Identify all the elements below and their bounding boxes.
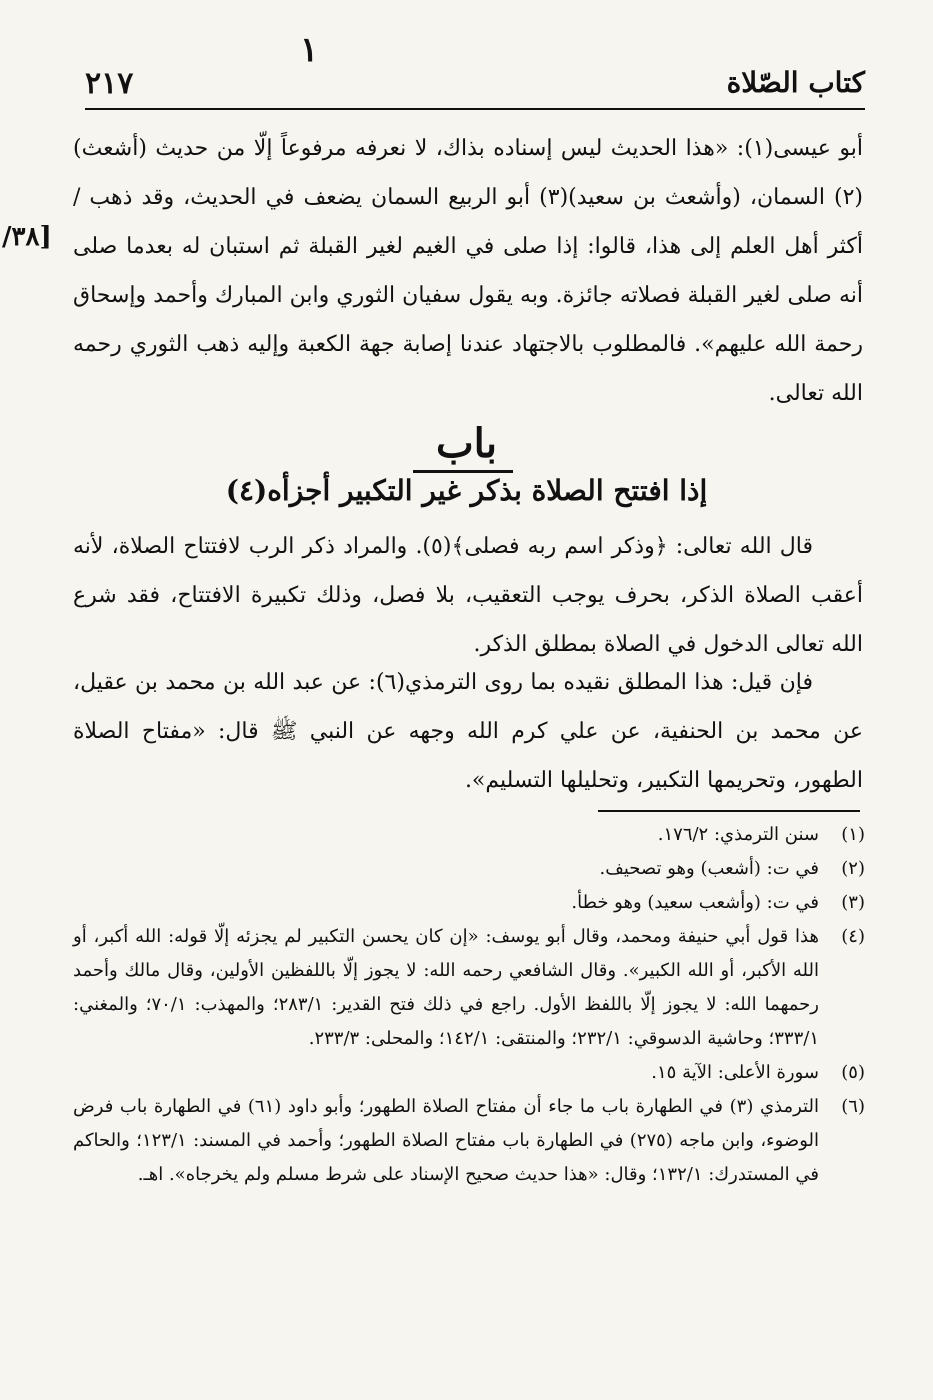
footnotes [73,818,865,1192]
margin-reference: [٣٨/ [2,222,52,252]
footnote-text: الترمذي (٣) في الطهارة باب ما جاء أن مفتاح الصلاة الطهور؛ وأبو داود (٦١) في الطهارة باب فرض الوضوء، وابن ماجه (٢٧٥) في الطهارة باب مفتاح الصلاة الطهور؛ وأحمد في المسند: ١٢٣/١؛ والحاكم في المستدرك: ١٣٢/١؛ وقال: «هذا حديث صحيح الإسناد على شرط مسلم ولم يخرجاه». اهـ. [73,1096,819,1185]
footnote-text: في ت: (أشعب) وهو تصحيف. [599,858,819,879]
footnote-text: هذا قول أبي حنيفة ومحمد، وقال أبو يوسف: «إن كان يحسن التكبير لم يجزئه إلّا قوله: الله أكبر، أو الله الأكبر، أو الله الكبير». وقال الشافعي رحمه الله: لا يجوز إلّا باللفظين الأولين، وقال مالك وأحمد رحمهما الله: لا يجوز إلّا باللفظ الأول. راجع في ذلك فتح القدير: ٢٨٣/١؛ والمهذب: ٧٠/١؛ والمغني: ٣٣٣/١؛ وحاشية الدسوقي: ٢٣٢/١؛ والمنتقى: ١٤٢/١؛ والمحلى: ٢٣٣/٣. [73,926,819,1049]
footnote-item [73,818,865,852]
chapter-heading: باب [436,420,497,467]
running-title: كتاب الصّلاة [726,66,865,99]
footnote-number: (٥) [841,1062,865,1083]
footnote-item [73,920,865,1056]
footnote-number: (٣) [841,892,865,913]
footnote-text: سنن الترمذي: ١٧٦/٢. [657,824,819,845]
footnote-item [73,1056,865,1090]
footnote-number: (٦) [841,1096,865,1117]
footnote-item [73,852,865,886]
paragraph-2: قال الله تعالى: ﴿وذكر اسم ربه فصلى﴾(٥). والمراد ذكر الرب لافتتاح الصلاة، لأنه أعقب الصلاة الذكر، بحرف يوجب التعقيب، بلا فصل، وذلك تكبيرة الافتتاح، فقد شرع الله تعالى الدخول في الصلاة بمطلق الذكر. [73,534,863,657]
footnote-number: (٤) [841,926,865,947]
footnote-separator [598,810,860,812]
top-mark: ١ [300,30,319,70]
chapter-title: إذا افتتح الصلاة بذكر غير التكبير أجزأه(٤) [225,474,708,507]
footnote-text: في ت: (وأشعب سعيد) وهو خطأ. [571,892,819,913]
paragraph-3: فإن قيل: هذا المطلق نقيده بما روى الترمذي(٦): عن عبد الله بن محمد بن عقيل، عن محمد بن الحنفية، عن علي كرم الله وجهه عن النبي ﷺ قال: «مفتاح الصلاة الطهور، وتحريمها التكبير، وتحليلها التسليم». [73,670,863,793]
footnote-number: (٢) [841,858,865,879]
footnote-text: سورة الأعلى: الآية ١٥. [651,1062,819,1083]
footnote-item [73,1090,865,1192]
chapter-rule [413,470,513,473]
footnote-item [73,886,865,920]
page-header [85,64,865,110]
paragraph-1: أبو عيسى(١): «هذا الحديث ليس إسناده بذاك، لا نعرفه مرفوعاً إلّا من حديث (أشعث)(٢) السمان، (وأشعث بن سعيد)(٣) أبو الربيع السمان يضعف في الحديث، وقد ذهب / أكثر أهل العلم إلى هذا، قالوا: إذا صلى في الغيم لغير القبلة ثم استبان له بعدما صلى أنه صلى لغير القبلة فصلاته جائزة. وبه يقول سفيان الثوري وابن المبارك وأحمد وإسحاق رحمة الله عليهم». فالمطلوب بالاجتهاد عندنا إصابة جهة الكعبة وإليه ذهب الثوري رحمه الله تعالى. [73,136,864,406]
page-number: ٢١٧ [85,66,134,101]
footnote-number: (١) [841,824,865,845]
